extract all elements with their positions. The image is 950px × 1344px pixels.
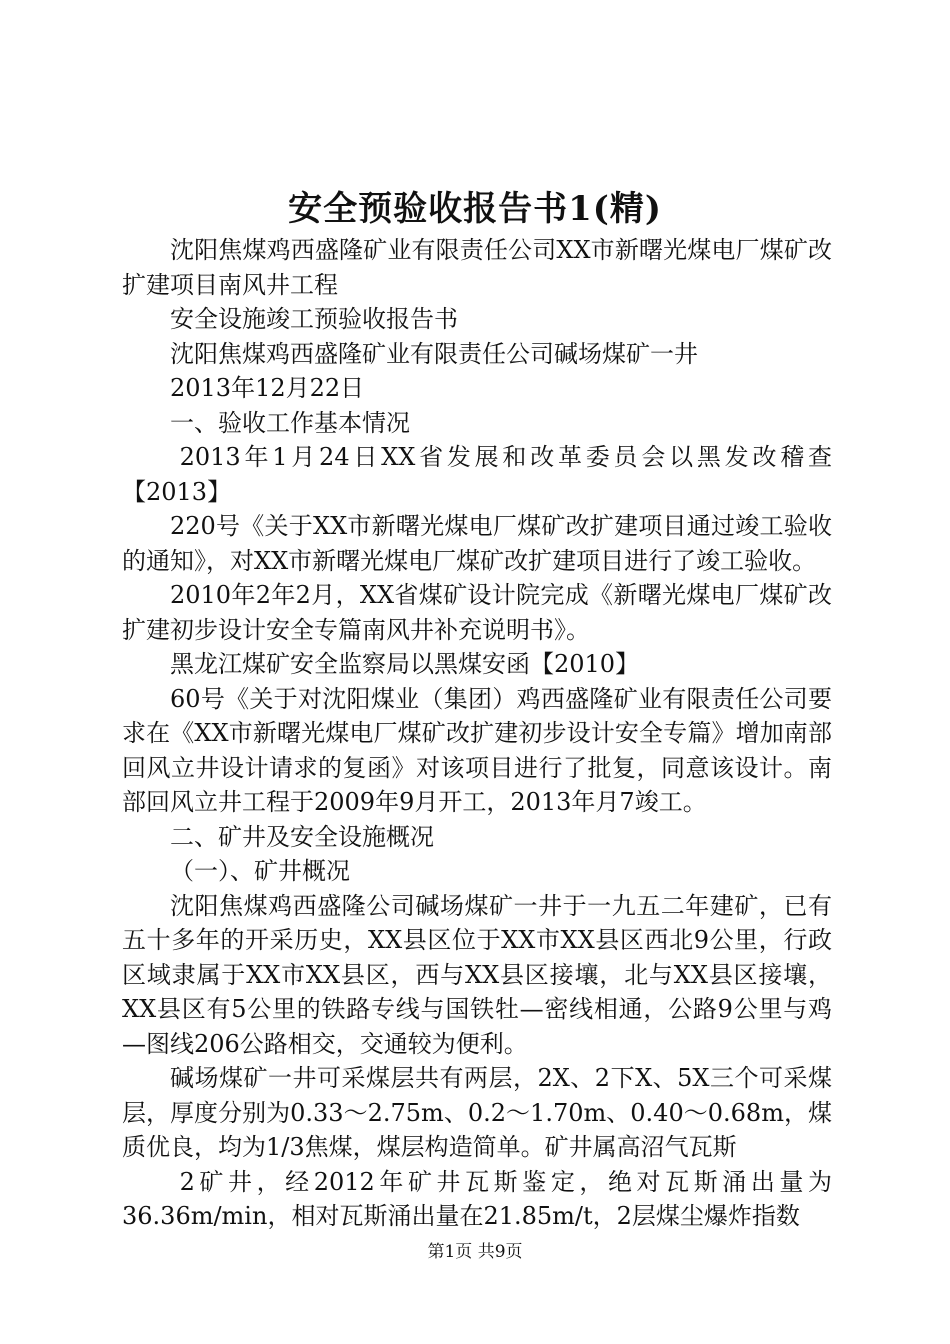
paragraph-notice-220: 220号《关于XX市新曙光煤电厂煤矿改扩建项目通过竣工验收的通知》，对XX市新曙光煤电厂煤矿改扩建项目进行了竣工验收。 [122,512,832,575]
paragraph-reply-60: 60号《关于对沈阳煤业（集团）鸡西盛隆矿业有限责任公司要求在《XX市新曙光煤电厂煤矿改扩建初步设计安全专篇》增加南部回风立井设计请求的复函》对该项目进行了批复，同意该设计。南部回风立井工程于2009年9月开工，2013年月7竣工。 [122,684,832,816]
paragraph-date: 2013年12月22日 [170,374,365,402]
paragraph-design-2010: 2010年2年2月，XX省煤矿设计院完成《新曙光煤电厂煤矿改扩建初步设计安全专篇南风井补充说明书》。 [122,581,832,644]
paragraph-report-type: 安全设施竣工预验收报告书 [170,305,458,333]
page-number-footer: 第1页 共9页 [427,1242,523,1262]
paragraph-company: 沈阳焦煤鸡西盛隆矿业有限责任公司碱场煤矿一井 [170,339,698,368]
paragraph-safety-bureau: 黑龙江煤矿安全监察局以黑煤安函【2010】 [170,650,640,678]
subsection-heading-mine-overview: （一）、矿井概况 [170,857,350,885]
section-heading-2: 二、矿井及安全设施概况 [170,822,434,851]
paragraph-approval-2013: 2013年1月24日XX省发展和改革委员会以黑发改稽查【2013】 [122,443,832,506]
paragraph-gas-data: 2矿井，经2012年矿井瓦斯鉴定，绝对瓦斯涌出量为36.36m/min，相对瓦斯涌出量在21.85m/t，2层煤尘爆炸指数 [122,1167,832,1230]
document-title: 安全预验收报告书1(精) [288,189,662,229]
paragraph-coal-seams: 碱场煤矿一井可采煤层共有两层，2X、2下X、5X三个可采煤层，厚度分别为0.33～2.75m、0.2～1.70m、0.40～0.68m，煤质优良，均为1/3焦煤，煤层构造简单。矿井属高沼气瓦斯 [122,1064,832,1161]
document-body [122,233,832,1234]
paragraph-mine-history: 沈阳焦煤鸡西盛隆公司碱场煤矿一井于一九五二年建矿，已有五十多年的开采历史，XX县区位于XX市XX县区西北9公里，行政区域隶属于XX市XX县区，西与XX县区接壤，北与XX县区接壤，XX县区有5公里的铁路专线与国铁牡—密线相通，公路9公里与鸡—图线206公路相交，交通较为便利。 [122,891,832,1058]
paragraph-project-name: 沈阳焦煤鸡西盛隆矿业有限责任公司XX市新曙光煤电厂煤矿改扩建项目南风井工程 [122,236,832,299]
section-heading-1: 一、验收工作基本情况 [170,408,410,437]
